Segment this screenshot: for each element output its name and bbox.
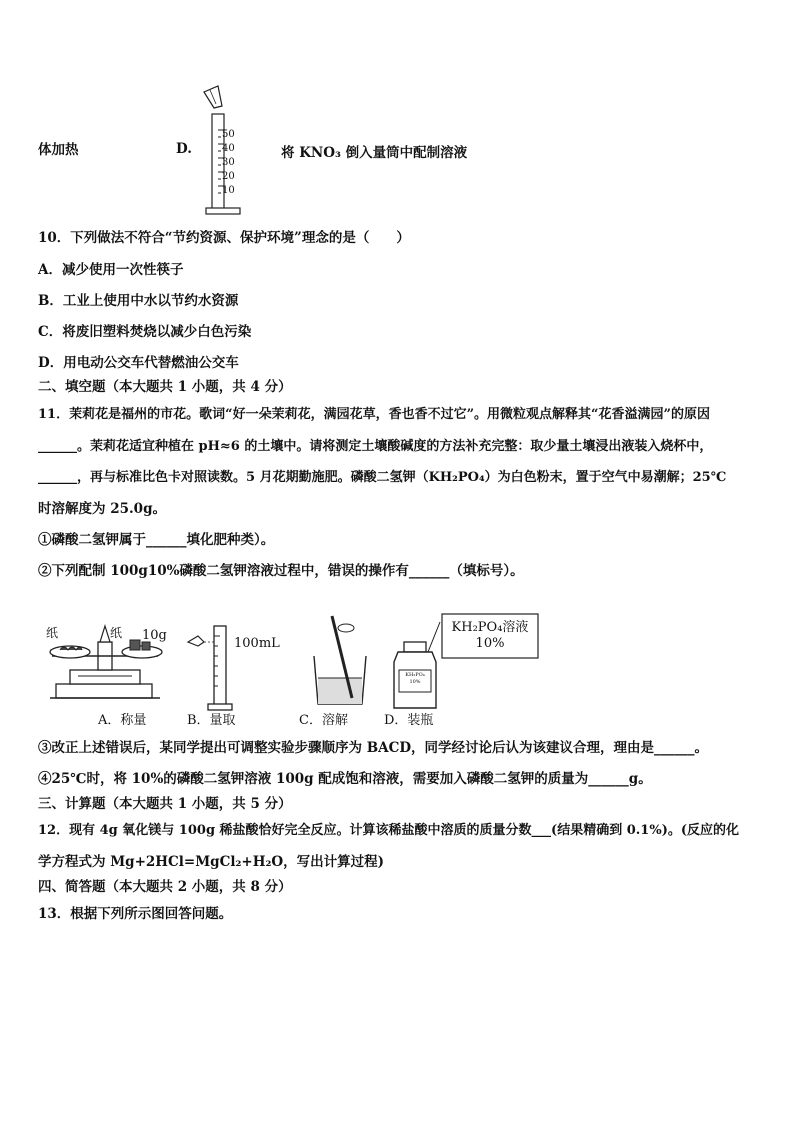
paper-label-right: 纸 xyxy=(110,626,123,640)
q11-line-1: 11．茉莉花是福州的市花。歌词“好一朵茉莉花，满园花草，香也香不过它”。用微粒观点解释其“花香溢满园”的原因 xyxy=(38,407,711,422)
beaker-icon xyxy=(314,616,366,704)
volume-label: 100mL xyxy=(234,636,280,651)
section-heading-2: 二、填空题（本大题共 1 小题，共 4 分） xyxy=(38,379,292,395)
option-d-text: 将 KNO₃ 倒入量筒中配制溶液 xyxy=(281,145,468,161)
label-box-line-2: 10% xyxy=(475,636,505,651)
option-letter-d: D. xyxy=(176,141,192,157)
q11-sub-2: ②下列配制 100g10%磷酸二氢钾溶液过程中，错误的操作有______（填标号）。 xyxy=(38,563,524,579)
q13-stem: 13．根据下列所示图回答问题。 xyxy=(38,906,233,922)
q11-line-4: 时溶解度为 25.0g。 xyxy=(38,501,167,517)
tick-label: 50 xyxy=(222,129,235,140)
q11-sub-4: ④25℃时，将 10%的磷酸二氢钾溶液 100g 配成饱和溶液，需要加入磷酸二氢钾的质量为______g。 xyxy=(38,771,652,787)
caption-d: D．装瓶 xyxy=(384,713,434,728)
tick-label: 40 xyxy=(222,143,235,154)
q12-line-1: 12．现有 4g 氧化镁与 100g 稀盐酸恰好完全反应。计算该稀盐酸中溶质的质量分数___(结果精确到 0.1%)。(反应的化 xyxy=(38,823,740,838)
tick-label: 10 xyxy=(222,185,235,196)
mass-label: 10g xyxy=(142,628,167,643)
continued-text: 体加热 xyxy=(38,142,79,158)
q11-line-3: ______，再与标准比色卡对照读数。5 月花期勤施肥。磷酸二氢钾（KH₂PO₄）为白色粉末，置于空气中易潮解；25℃ xyxy=(38,470,727,485)
q11-sub-3: ③改正上述错误后，某同学提出可调整实验步骤顺序为 BACD，同学经讨论后认为该建议合理，理由是______。 xyxy=(38,740,709,756)
caption-a: A．称量 xyxy=(98,713,147,728)
q10-option-c: C．将废旧塑料焚烧以减少白色污染 xyxy=(38,324,252,340)
bottle-label: KH₂PO₄ 10% xyxy=(405,672,425,685)
tick-label: 30 xyxy=(222,157,235,168)
section-heading-4: 四、简答题（本大题共 2 小题，共 8 分） xyxy=(38,879,292,895)
q12-line-2: 学方程式为 Mg+2HCl=MgCl₂+H₂O，写出计算过程) xyxy=(38,854,385,870)
reagent-bottle-icon xyxy=(394,622,440,708)
tick-label: 20 xyxy=(222,171,235,182)
paper-label-left: 纸 xyxy=(46,626,59,640)
cylinder-tick-labels xyxy=(222,128,235,198)
q10-option-b: B．工业上使用中水以节约水资源 xyxy=(38,293,239,309)
label-box-line-1: KH₂PO₄溶液 xyxy=(451,620,529,635)
q10-stem: 10．下列做法不符合“节约资源、保护环境”理念的是（ ） xyxy=(38,230,410,246)
q11-line-2: ______。茉莉花适宜种植在 pH≈6 的土壤中。请将测定土壤酸碱度的方法补充完整：取少量土壤浸出液装入烧杯中， xyxy=(38,439,713,454)
cylinder-base xyxy=(206,208,240,214)
caption-b: B．量取 xyxy=(187,713,236,728)
caption-c: C．溶解 xyxy=(299,713,348,728)
q11-sub-1: ①磷酸二氢钾属于______填化肥种类）。 xyxy=(38,532,275,548)
section-heading-3: 三、计算题（本大题共 1 小题，共 5 分） xyxy=(38,796,292,812)
pouring-paper-icon xyxy=(204,86,222,108)
experiment-figure xyxy=(38,612,558,730)
q10-option-d: D．用电动公交车代替燃油公交车 xyxy=(38,355,239,371)
measuring-cylinder-icon xyxy=(188,626,232,710)
q10-option-a: A．减少使用一次性筷子 xyxy=(38,262,184,278)
